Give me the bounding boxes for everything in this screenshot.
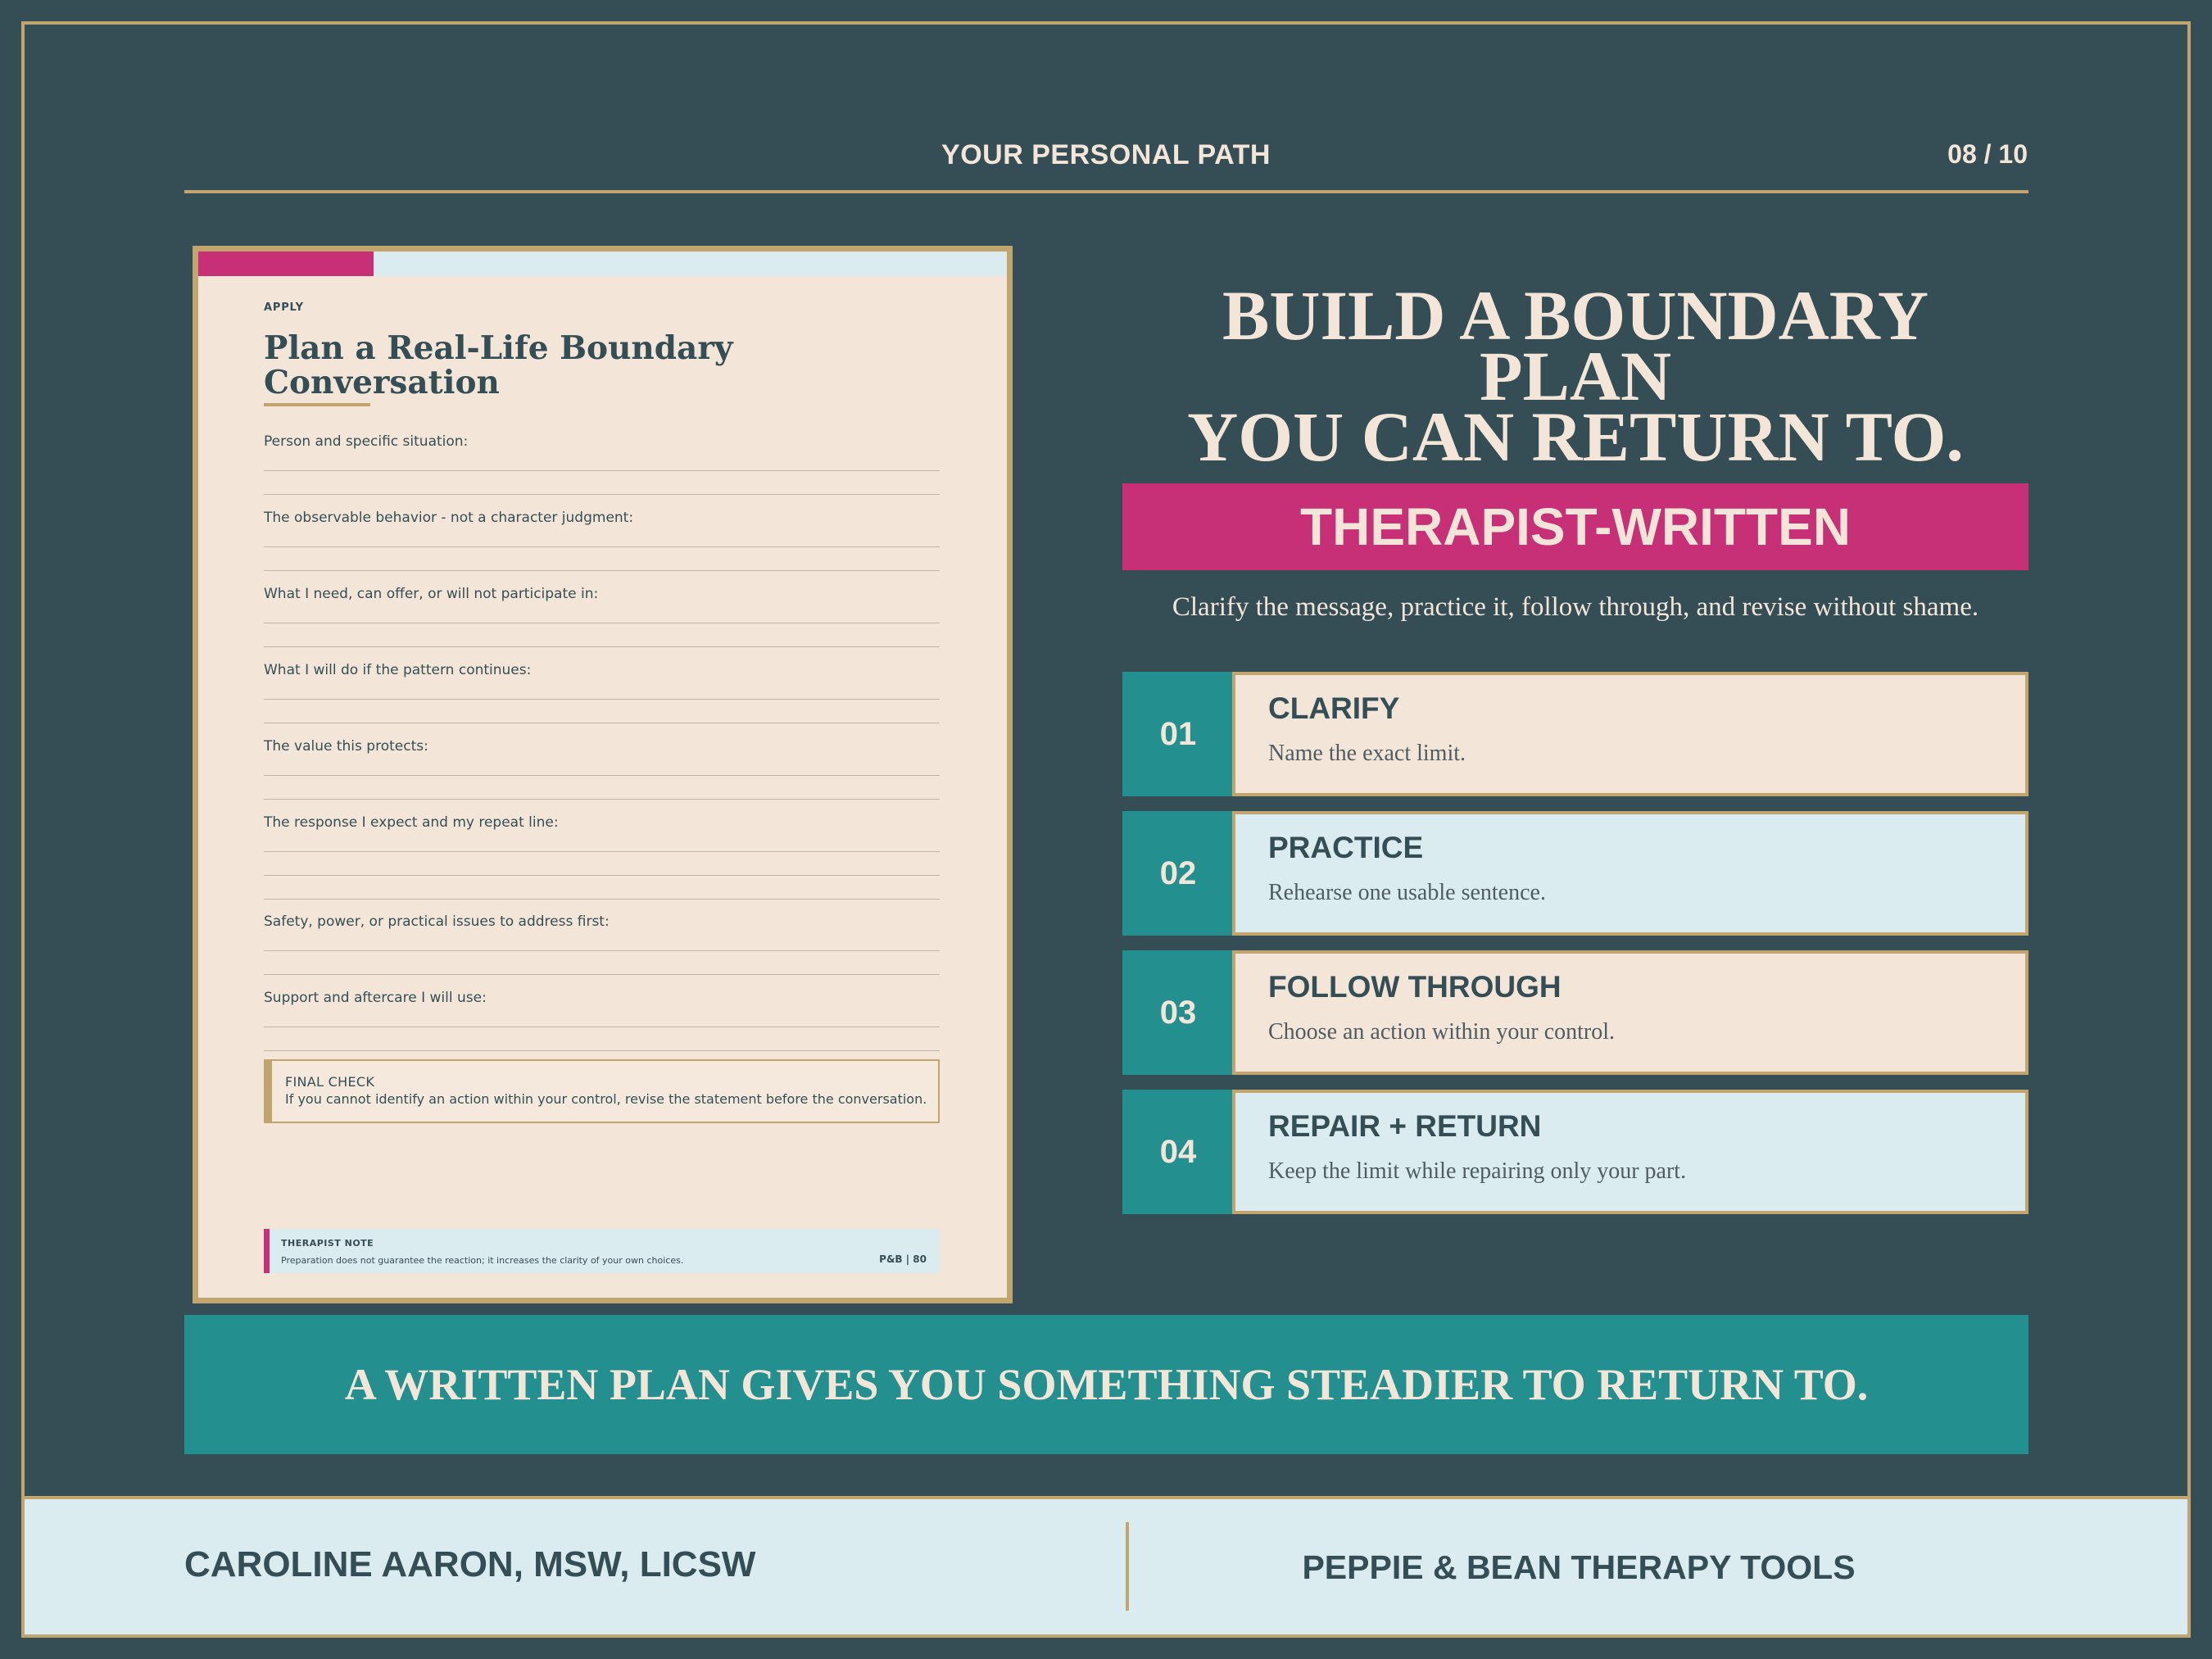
step-title: REPAIR + RETURN bbox=[1268, 1109, 1542, 1143]
therapist-note-text: Preparation does not guarantee the reaction; it increases the clarity of your own choices. bbox=[281, 1255, 684, 1266]
field-label: The value this protects: bbox=[264, 738, 428, 755]
worksheet-top-accent bbox=[198, 252, 374, 276]
step-title: CLARIFY bbox=[1268, 691, 1400, 725]
therapist-note-title: THERAPIST NOTE bbox=[281, 1238, 374, 1249]
writing-line bbox=[264, 494, 940, 495]
step-number: 02 bbox=[1122, 811, 1234, 936]
step-number: 04 bbox=[1122, 1090, 1234, 1214]
writing-line bbox=[264, 646, 940, 647]
writing-line bbox=[264, 950, 940, 951]
step-title: PRACTICE bbox=[1268, 831, 1424, 864]
step-description: Keep the limit while repairing only your part. bbox=[1268, 1158, 1687, 1184]
field-label: Safety, power, or practical issues to address first: bbox=[264, 913, 610, 930]
author-credit: CAROLINE AARON, MSW, LICSW bbox=[184, 1544, 756, 1584]
field-label: What I will do if the pattern continues: bbox=[264, 662, 532, 678]
writing-line bbox=[264, 875, 940, 876]
writing-line bbox=[264, 570, 940, 571]
writing-line bbox=[264, 699, 940, 700]
worksheet-title-line-1: Plan a Real-Life Boundary bbox=[264, 329, 733, 367]
writing-line bbox=[264, 974, 940, 975]
writing-line bbox=[264, 546, 940, 547]
field-label: The observable behavior - not a character judgment: bbox=[264, 510, 634, 526]
step-card bbox=[1232, 950, 2028, 1075]
field-label: The response I expect and my repeat line: bbox=[264, 814, 559, 831]
worksheet-field bbox=[264, 990, 940, 1006]
step-card bbox=[1232, 672, 2028, 796]
headline-line-2: YOU CAN RETURN TO. bbox=[1187, 397, 1964, 476]
subtitle: Clarify the message, practice it, follow through, and revise without shame. bbox=[1172, 592, 1979, 622]
worksheet-field bbox=[264, 433, 940, 450]
field-label: What I need, can offer, or will not participate in: bbox=[264, 586, 599, 602]
step-description: Name the exact limit. bbox=[1268, 741, 1466, 766]
headline-line-1: BUILD A BOUNDARY PLAN bbox=[1222, 276, 1929, 415]
writing-line bbox=[264, 1050, 940, 1051]
step-number: 01 bbox=[1122, 672, 1234, 796]
step-title: FOLLOW THROUGH bbox=[1268, 970, 1562, 1004]
final-check-box bbox=[264, 1059, 940, 1123]
step-practice bbox=[1122, 811, 2028, 936]
worksheet-field bbox=[264, 913, 940, 930]
worksheet-page-number: P&B | 80 bbox=[879, 1253, 927, 1265]
writing-line bbox=[264, 470, 940, 471]
step-card bbox=[1232, 811, 2028, 936]
therapist-note bbox=[264, 1229, 940, 1273]
therapist-written-banner: THERAPIST-WRITTEN bbox=[1122, 483, 2028, 570]
step-repair-return bbox=[1122, 1090, 2028, 1214]
main-headline bbox=[1122, 276, 2028, 476]
step-description: Rehearse one usable sentence. bbox=[1268, 880, 1546, 905]
worksheet-preview bbox=[193, 246, 1013, 1303]
step-card bbox=[1232, 1090, 2028, 1214]
field-label: Support and aftercare I will use: bbox=[264, 990, 487, 1006]
writing-line bbox=[264, 899, 940, 900]
callout-banner: A WRITTEN PLAN GIVES YOU SOMETHING STEADIER TO RETURN TO. bbox=[184, 1315, 2028, 1454]
worksheet-kicker: APPLY bbox=[264, 301, 304, 314]
step-follow-through bbox=[1122, 950, 2028, 1075]
writing-line bbox=[264, 775, 940, 776]
worksheet-field bbox=[264, 738, 940, 755]
worksheet-title bbox=[264, 331, 837, 400]
worksheet-field bbox=[264, 510, 940, 526]
final-check-text: If you cannot identify an action within your control, revise the statement before the conversation. bbox=[285, 1091, 927, 1107]
field-label: Person and specific situation: bbox=[264, 433, 469, 450]
header-divider bbox=[184, 190, 2028, 193]
step-clarify bbox=[1122, 672, 2028, 796]
section-title: YOUR PERSONAL PATH bbox=[941, 139, 1271, 170]
brand-name: PEPPIE & BEAN THERAPY TOOLS bbox=[1302, 1548, 1856, 1586]
step-description: Choose an action within your control. bbox=[1268, 1019, 1616, 1045]
worksheet-title-line-2: Conversation bbox=[264, 364, 500, 401]
worksheet-top-bar bbox=[198, 252, 1007, 276]
worksheet-field bbox=[264, 814, 940, 831]
step-number: 03 bbox=[1122, 950, 1234, 1075]
writing-line bbox=[264, 851, 940, 852]
worksheet-field bbox=[264, 586, 940, 602]
final-check-title: FINAL CHECK bbox=[285, 1074, 375, 1090]
worksheet-title-underline bbox=[264, 403, 370, 406]
worksheet-field bbox=[264, 662, 940, 678]
page-counter: 08 / 10 bbox=[1947, 139, 2028, 169]
writing-line bbox=[264, 799, 940, 800]
